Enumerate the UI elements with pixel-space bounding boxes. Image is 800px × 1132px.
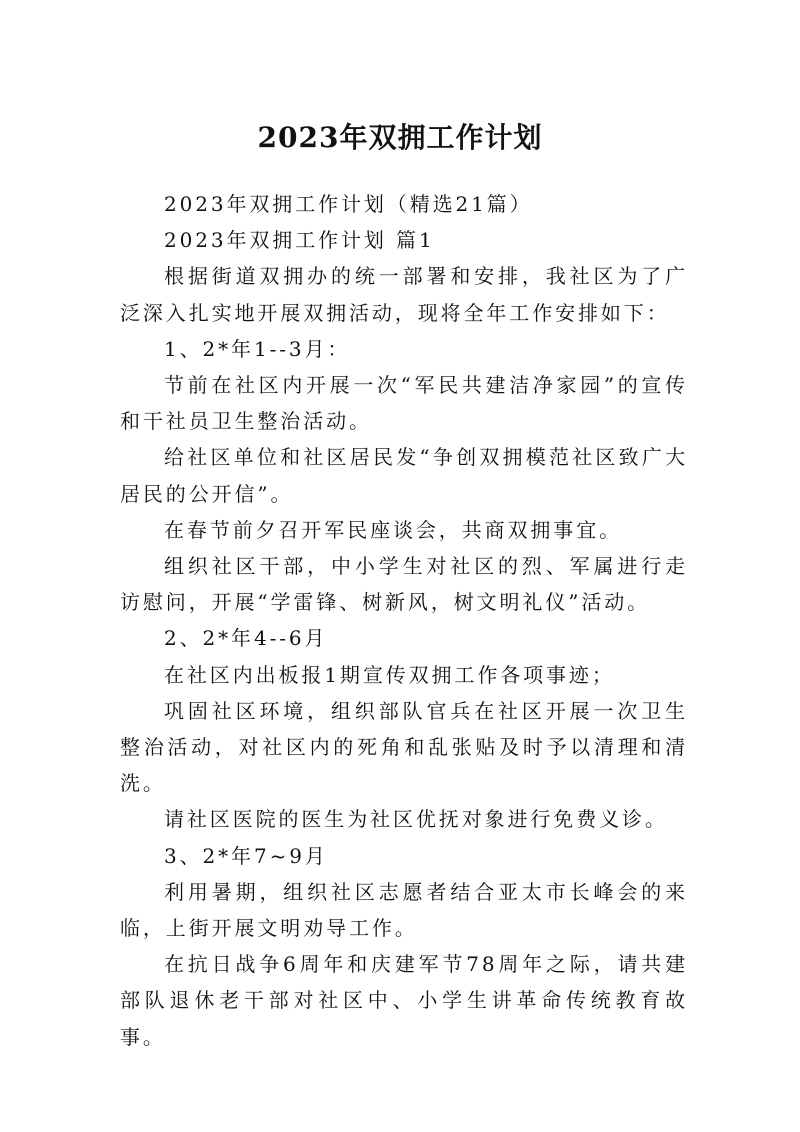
paragraph: 节前在社区内开展一次“军民共建洁净家园”的宣传和干社员卫生整治活动。 [120,373,688,434]
paragraph: 给社区单位和社区居民发“争创双拥模范社区致广大居民的公开信”。 [120,445,688,506]
paragraph: 利用暑期，组织社区志愿者结合亚太市长峰会的来临，上街开展文明劝导工作。 [120,879,688,941]
document-title: 2023年双拥工作计划 [257,120,543,154]
paragraph: 巩固社区环境，组织部队官兵在社区开展一次卫生整治活动，对社区内的死角和乱张贴及时予以清理和清洗。 [120,698,688,796]
paragraph: 2、2*年4--6月 [164,626,328,651]
paragraph: 在抗日战争6周年和庆建军节78周年之际，请共建部队退休老干部对社区中、小学生讲革命传统教育故事。 [120,952,688,1049]
paragraph: 根据街道双拥办的统一部署和安排，我社区为了广泛深入扎实地开展双拥活动，现将全年工作安排如下： [120,264,688,325]
paragraph: 2023年双拥工作计划 篇1 [164,228,435,253]
document-body [120,186,688,1055]
paragraph: 1、2*年1--3月： [164,336,351,361]
paragraph: 3、2*年7~9月 [164,843,328,868]
paragraph: 在社区内出板报1期宣传双拥工作各项事迹； [164,662,615,687]
paragraph: 组织社区干部，中小学生对社区的烈、军属进行走访慰问，开展“学雷锋、树新风，树文明礼仪”活动。 [120,554,688,615]
paragraph: 2023年双拥工作计划（精选21篇） [164,192,533,216]
paragraph: 请社区医院的医生为社区优抚对象进行免费义诊。 [164,807,668,832]
paragraph: 在春节前夕召开军民座谈会，共商双拥事宜。 [164,517,622,542]
